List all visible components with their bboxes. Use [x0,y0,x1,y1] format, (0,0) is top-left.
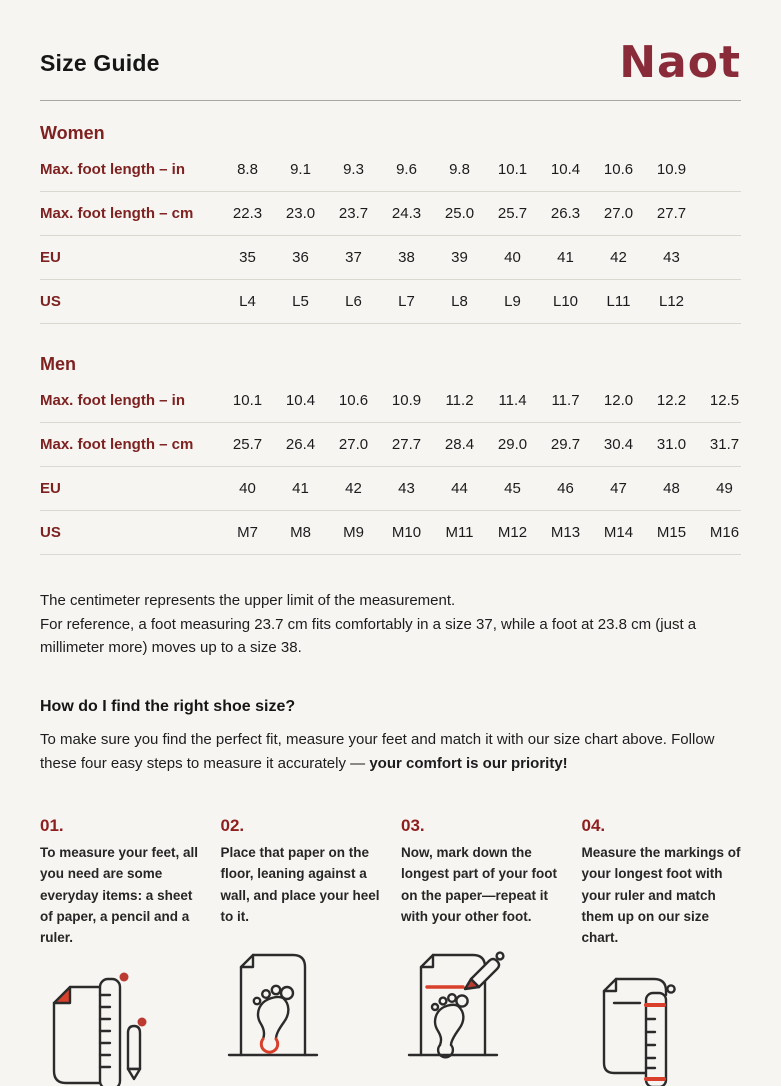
size-value: 42 [610,249,627,266]
size-value: 29.7 [550,436,581,453]
size-value: 41 [557,249,574,266]
step-3 [401,816,561,1086]
size-table-row [40,511,741,555]
size-value: 43 [398,480,415,497]
size-value: 40 [239,480,256,497]
size-value: 38 [398,249,415,266]
size-value: M12 [497,524,528,541]
size-value: M9 [343,524,364,541]
size-value: L12 [658,293,685,310]
size-row-label: EU [40,480,61,497]
measurement-notes [40,589,741,660]
size-value: M15 [656,524,687,541]
page-header [40,38,741,88]
size-row-label: Max. foot length – in [40,392,185,409]
size-value: 49 [716,480,733,497]
step-4-number: 04. [581,816,606,836]
measuring-steps [40,816,741,1086]
size-value: 39 [451,249,468,266]
size-row-label: Max. foot length – cm [40,436,194,453]
size-value: 28.4 [444,436,475,453]
paper-ruler-pencil-icon [40,965,200,1086]
size-value: 25.0 [444,205,475,222]
step-1-number: 01. [40,816,64,836]
size-value: M8 [290,524,311,541]
size-value: 37 [345,249,362,266]
size-value: L4 [239,293,256,310]
size-value: 40 [504,249,521,266]
size-value: M10 [391,524,422,541]
size-table-row [40,148,741,192]
men-size-section [40,354,741,555]
step-2-text: Place that paper on the floor, leaning against a wall, and place your heel to it. [220,845,380,925]
size-value: L7 [398,293,415,310]
size-value: 23.7 [338,205,369,222]
size-value: 9.6 [396,161,417,178]
size-value: 10.1 [497,161,528,178]
size-value: 27.0 [603,205,634,222]
size-value: 10.9 [656,161,687,178]
step-4-text: Measure the markings of your longest foot with your ruler and match them up on our size chart. [581,845,741,946]
size-table-row [40,423,741,467]
size-table-row [40,192,741,236]
size-value: 10.9 [391,392,422,409]
size-value: 23.0 [285,205,316,222]
size-row-label: US [40,293,61,310]
size-value: 45 [504,480,521,497]
note-size-reference: For reference, a foot measuring 23.7 cm fits comfortably in a size 37, while a foot at 23.8 cm (just a millimeter more) moves up to a size 38. [40,615,697,657]
step-2-number: 02. [220,816,245,836]
size-row-label: US [40,524,61,541]
size-value: 10.1 [232,392,263,409]
size-value: 27.0 [338,436,369,453]
step-1 [40,816,200,1086]
size-value: 48 [663,480,680,497]
size-value: L11 [606,293,631,310]
size-value: 11.7 [551,392,580,409]
size-value: 12.0 [603,392,634,409]
size-value: 30.4 [603,436,634,453]
size-value: M7 [237,524,258,541]
measure-markings-ruler-icon [582,965,742,1086]
women-size-table [40,148,741,324]
howto-heading: How do I find the right shoe size? [40,698,296,716]
size-value: 46 [557,480,574,497]
size-table-row [40,467,741,511]
women-size-section [40,123,741,324]
size-value: 8.8 [237,161,258,178]
step-3-number: 03. [401,816,425,836]
size-value: M13 [550,524,581,541]
howto-intro-text: To make sure you find the perfect fit, measure your feet and match it with our size chart above. Follow these four easy steps to measure it accurately — [40,731,715,773]
size-value: M14 [603,524,634,541]
size-value: 36 [292,249,309,266]
size-value: 26.4 [285,436,316,453]
size-value: 31.7 [709,436,740,453]
howto-intro [40,728,741,776]
size-value: L5 [292,293,309,310]
size-value: 42 [345,480,362,497]
men-size-table [40,379,741,555]
note-upper-limit: The centimeter represents the upper limit of the measurement. [40,592,456,609]
size-value: 25.7 [497,205,528,222]
mark-foot-with-pencil-icon [401,943,561,1079]
size-value: L9 [504,293,521,310]
size-value: 10.6 [603,161,634,178]
size-value: 25.7 [232,436,263,453]
size-value: 27.7 [656,205,687,222]
size-value: 47 [610,480,627,497]
size-value: 27.7 [391,436,422,453]
size-value: L6 [345,293,362,310]
header-divider [40,100,741,101]
step-2 [221,816,381,1086]
size-value: 9.8 [449,161,470,178]
howto-intro-bold: your comfort is our priority! [369,755,568,773]
size-value: 24.3 [391,205,422,222]
size-value: 11.2 [445,392,474,409]
size-value: L8 [451,293,468,310]
size-value: M11 [445,524,474,541]
size-value: 43 [663,249,680,266]
size-table-row [40,236,741,280]
size-value: M16 [709,524,740,541]
size-value: 12.5 [709,392,740,409]
size-value: L10 [552,293,579,310]
size-value: 41 [292,480,309,497]
size-value: 22.3 [232,205,263,222]
step-3-text: Now, mark down the longest part of your foot on the paper—repeat it with your other foot. [401,845,557,925]
size-value: 10.6 [338,392,369,409]
size-value: 9.3 [343,161,364,178]
naot-logo: Naot [619,37,741,88]
size-value: 11.4 [498,392,527,409]
size-value: 12.2 [656,392,687,409]
page-title: Size Guide [40,49,160,76]
size-value: 10.4 [550,161,581,178]
step-4 [582,816,742,1086]
size-row-label: Max. foot length – in [40,161,185,178]
men-heading: Men [40,354,76,374]
size-row-label: EU [40,249,61,266]
size-value: 9.1 [290,161,311,178]
size-value: 44 [451,480,468,497]
size-value: 29.0 [497,436,528,453]
size-value: 35 [239,249,256,266]
women-heading: Women [40,123,105,143]
size-row-label: Max. foot length – cm [40,205,194,222]
footprint-on-paper-icon [221,943,381,1079]
step-1-text: To measure your feet, all you need are some everyday items: a sheet of paper, a pencil and a ruler. [40,845,199,946]
size-value: 10.4 [285,392,316,409]
size-table-row [40,379,741,423]
size-value: 26.3 [550,205,581,222]
size-table-row [40,280,741,324]
size-value: 31.0 [656,436,687,453]
